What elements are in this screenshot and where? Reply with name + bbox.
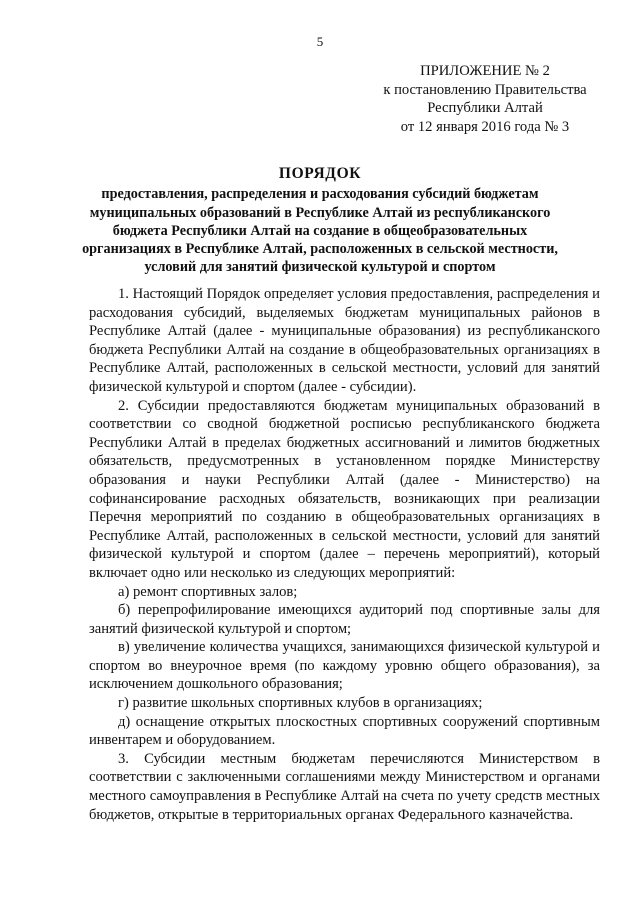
appendix-region: Республики Алтай	[427, 100, 543, 116]
paragraph-2: 2. Субсидии предоставляются бюджетам муниципальных образований в соответствии со сводной бюджетной росписью республиканского бюджета Республики Алтай в пределах бюджетных ассигнований и лимитов бюджетных обязательств, предусмотренных в установленном порядке Министерству образования и науки Республики Алтай (далее - Министерство) на софинансирование расходных обязательств, возникающих при реализации Перечня мероприятий по созданию в общеобразовательных организациях в Республике Алтай, расположенных в сельской местности, условий для занятий физической культурой и спортом (далее – перечень мероприятий), который включает одно или несколько из следующих мероприятий:	[89, 397, 600, 581]
paragraph-1: 1. Настоящий Порядок определяет условия предоставления, распределения и расходования субсидий, выделяемых бюджетам муниципальных районов в Республике Алтай (далее - муниципальные образования) из республиканского бюджета Республики Алтай на создание в общеобразовательных организациях в Республике Алтай, расположенных в сельской местности, условий для занятий физической культурой и спортом (далее - субсидии).	[89, 286, 600, 395]
paragraph-3: 3. Субсидии местным бюджетам перечисляются Министерством в соответствии с заключенными соглашениями между Министерством и органами местного самоуправления в Республике Алтай на счета по учету средств местных бюджетов, открытые в территориальных органах Федерального казначейства.	[89, 750, 600, 823]
appendix-header	[340, 62, 630, 136]
list-item-e: д) оснащение открытых плоскостных спортивных сооружений спортивным инвентарем и оборудованием.	[89, 713, 600, 749]
title-heading: ПОРЯДОК	[278, 165, 362, 182]
appendix-resolution: к постановлению Правительства	[383, 81, 587, 98]
appendix-date: от 12 января 2016 года № 3	[400, 118, 570, 135]
list-item-d: г) развитие школьных спортивных клубов в организациях;	[118, 695, 483, 712]
page-number: 5	[316, 34, 324, 49]
list-item-a: а) ремонт спортивных залов;	[118, 583, 298, 600]
title-subtitle: предоставления, распределения и расходования субсидий бюджетам муниципальных образований в Республике Алтай из республиканского бюджета Республики Алтай на создание в общеобразовательных организациях в Республике Алтай, расположенных в сельской местности, условий для занятий физической культурой и спортом	[82, 186, 558, 276]
list-item-c: в) увеличение количества учащихся, занимающихся физической культурой и спортом во внеурочное время (по каждому уровню общего образования), за исключением дошкольного образования;	[89, 639, 600, 693]
document-title	[70, 165, 570, 277]
document-body	[89, 285, 600, 824]
appendix-title: ПРИЛОЖЕНИЕ № 2	[420, 63, 550, 79]
list-item-b: б) перепрофилирование имеющихся аудиторий под спортивные залы для занятий физической культурой и спортом;	[89, 602, 600, 637]
